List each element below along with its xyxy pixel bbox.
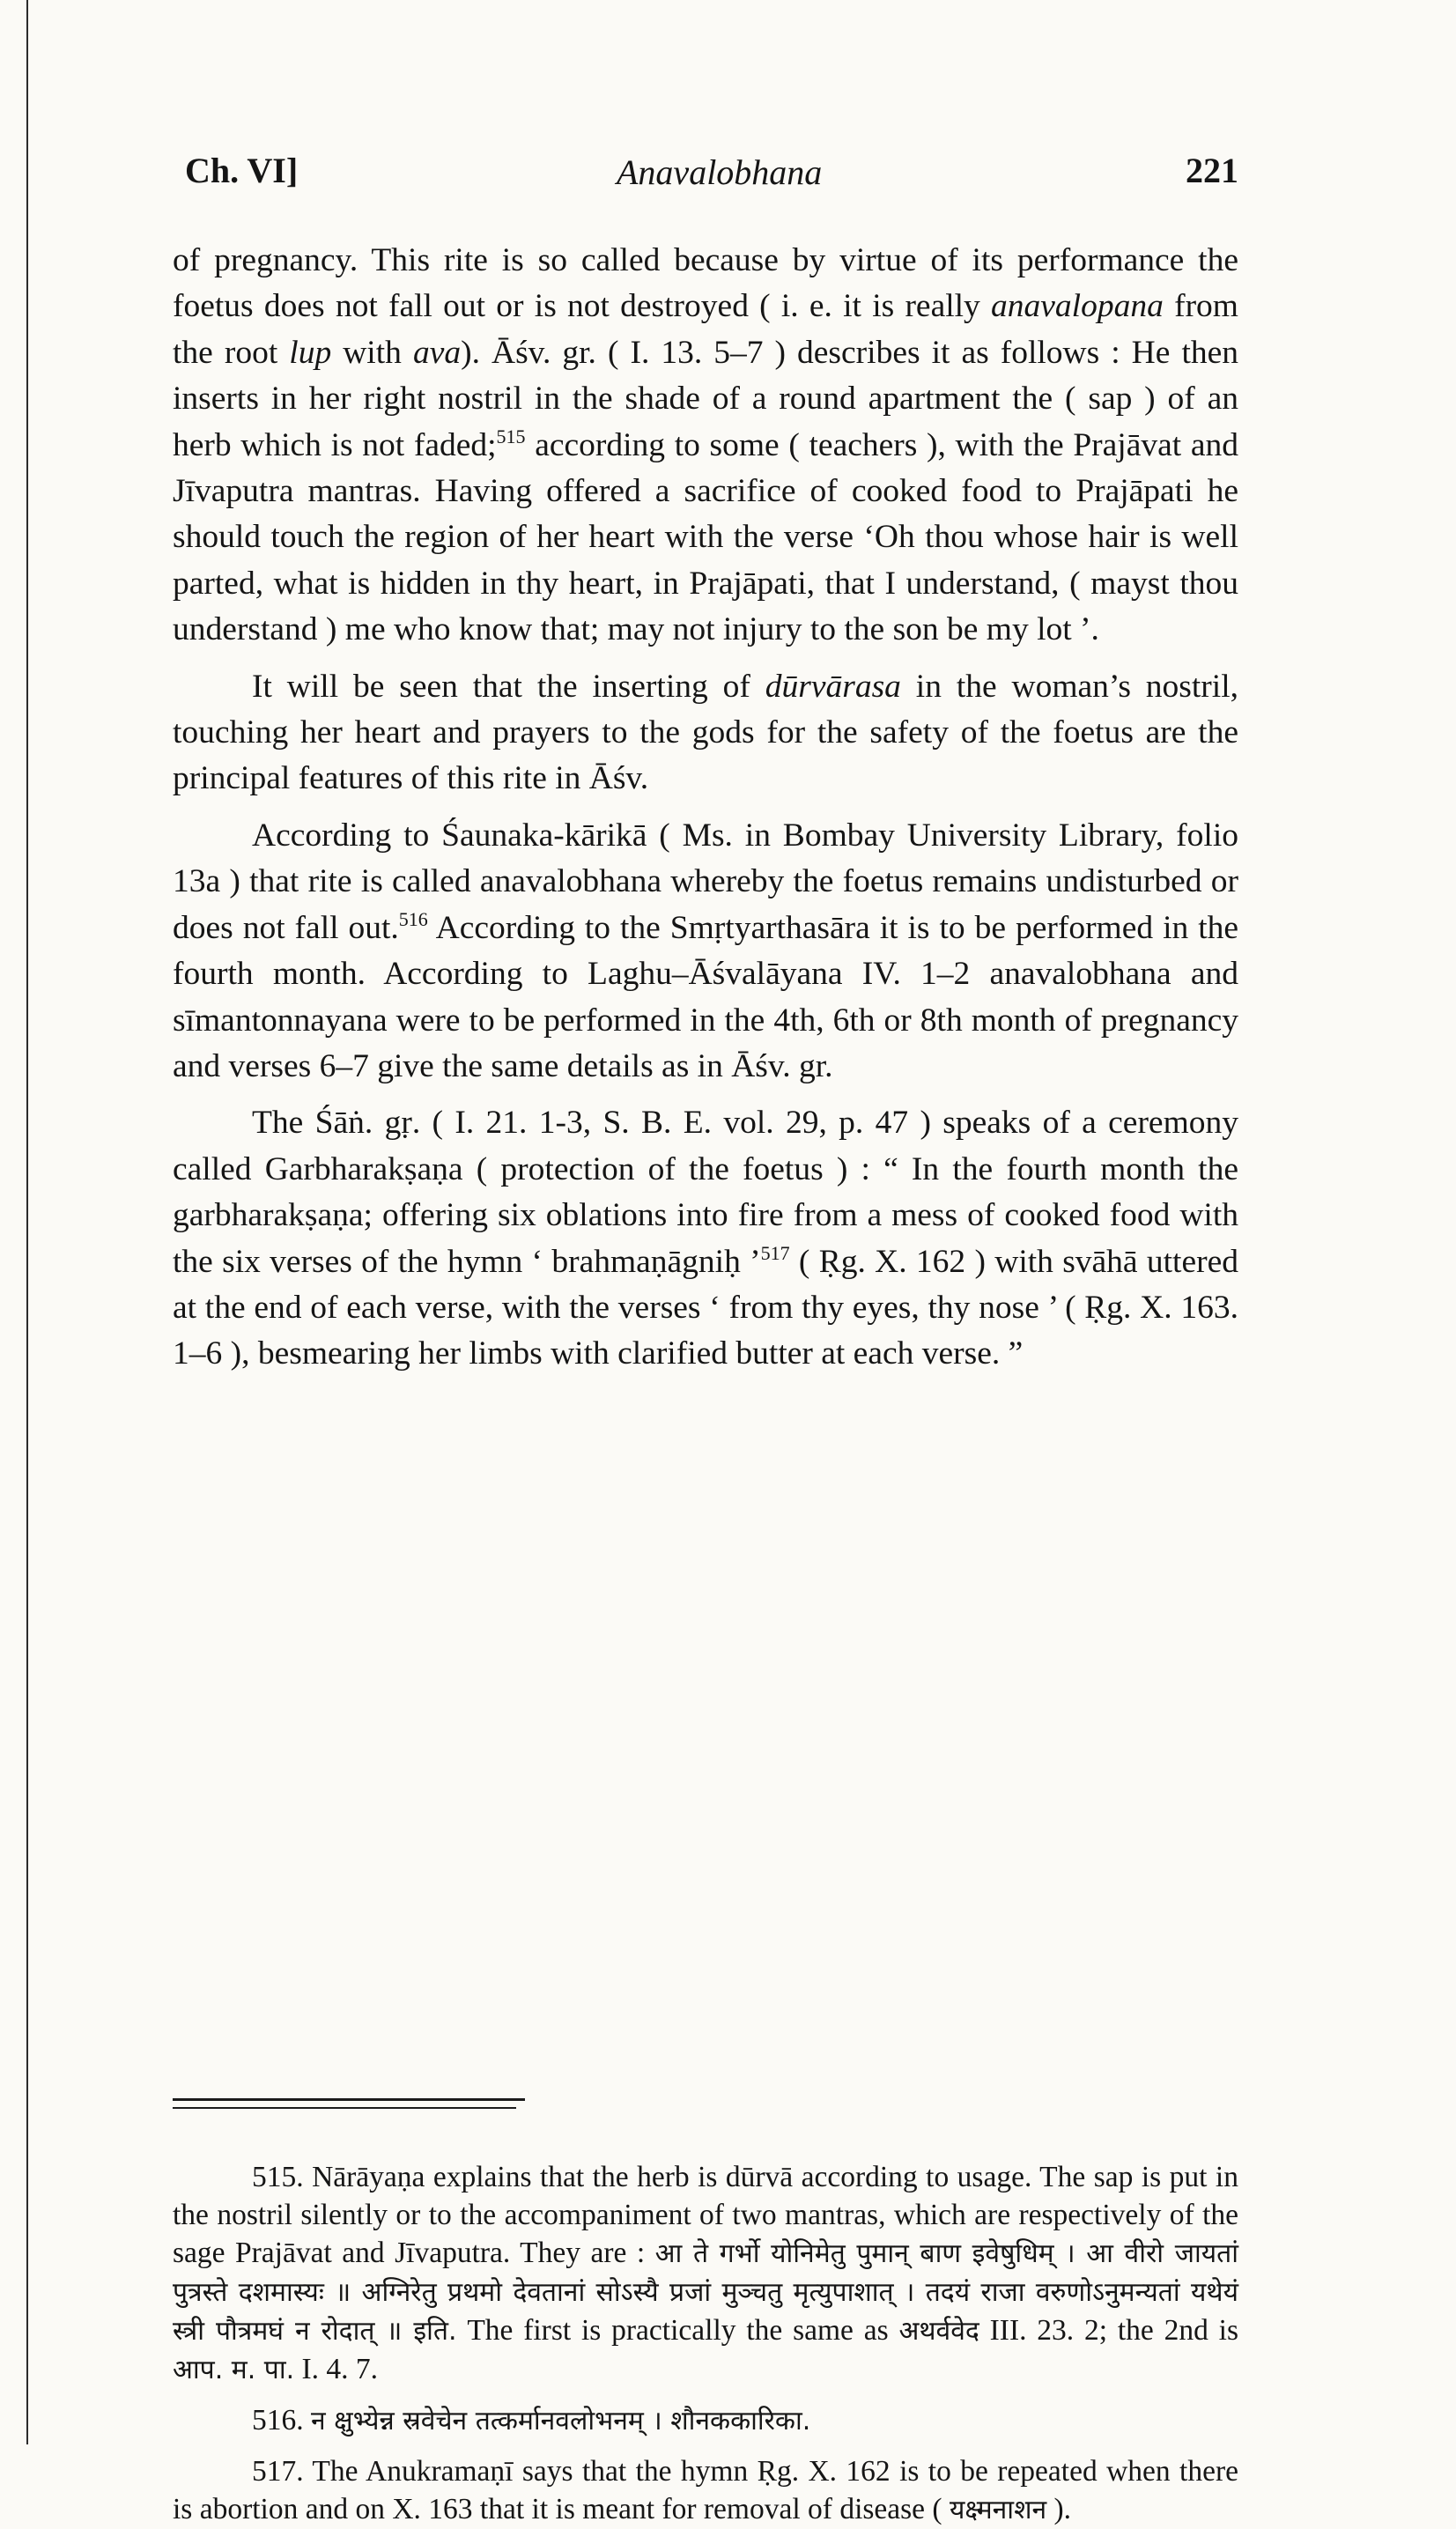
text-run: ). Āśv. gr. ( I. 13. 5–7 ) describes it as follows : He then inserts in her right nostril in the shade of a round apartment the ( sap ) of an herb which is not faded; <box>173 334 1239 463</box>
text-run: from the root <box>173 288 1238 371</box>
sanskrit-yaksmanasana: यक्ष्मनाशन <box>949 2495 1047 2525</box>
text-run: according to some ( teachers ), with the Prajāvat and Jīvaputra mantras. Having offered a sacrifice of cooked food to Prajāpati he should touch the region of her heart with the verse ‘Oh thou whose hair is well parted, what is hidden in thy heart, in Prajāpati, that I understand, ( mayst thou understand ) me who know that; may not injury to the son be my lot ’. <box>173 426 1238 648</box>
paragraph-4 <box>173 1100 1238 1377</box>
running-header <box>185 150 1277 203</box>
sanskrit-mantras: आ ते गर्भो योनिमेतु पुमान् बाण इवेषुधिम् । आ वीरो जायतां पुत्रस्ते दशमास्यः ॥ अग्निरेतु प्रथमो देवतानां सोऽस्यै प्रजां मुञ्चतु मृत्युपाशात् । तदयं राजा वरुणोऽनुमन्यतां यथेयं स्त्री पौत्रमघं न रोदात् ॥ इति. <box>173 2238 1238 2347</box>
footnote-517 <box>173 2452 1238 2529</box>
text-run: The Śāṅ. gṛ. ( I. 21. 1-3, S. B. E. vol. 29, p. 47 ) speaks of a ceremony called Garbharakṣaṇa ( protection of the foetus ) : “ In the fourth month the garbharakṣaṇa; offering six oblations into fire from a mess of cooked food with the six verses of the hymn ‘ brahmaṇāgniḥ ’ <box>173 1105 1238 1280</box>
footnote-516 <box>173 2401 1238 2440</box>
text-run: ( Ṛg. X. 162 ) with svāhā uttered at the end of each verse, with the verses ‘ from thy eyes, thy nose ’ ( Ṛg. X. 163. 1–6 ), besmearing her limbs with clarified butter at each verse. ” <box>173 1243 1238 1372</box>
footnote-separator <box>173 2098 525 2101</box>
text-run: According to Śaunaka-kārikā ( Ms. in Bombay University Library, folio 13a ) that rite is called anavalobhana whereby the foetus remains undisturbed or does not fall out. <box>173 817 1238 946</box>
sanskrit-quote: न क्षुभ्येन्न स्रवेचेन तत्कर्मानवलोभनम् । शौनककारिका. <box>311 2406 811 2437</box>
text-run: It will be seen that the inserting of <box>252 668 765 705</box>
term-ava: ava <box>412 334 462 371</box>
footnotes <box>173 2158 1238 2529</box>
term-lup: lup <box>289 334 332 371</box>
text-run: III. 23. 2; the 2nd is <box>979 2314 1238 2347</box>
text-run: 515. Nārāyaṇa explains that the herb is dūrvā according to usage. The sap is put in the nostril silently or to the accompaniment of two mantras, which are respectively of the sage Prajāvat and Jīvaputra. They are : <box>173 2161 1238 2269</box>
text-run: of pregnancy. This rite is so called because by virtue of its performance the foetus does not fall out or is not destroyed ( i. e. it is really <box>173 242 1238 325</box>
text-run: in the woman’s nostril, touching her heart and prayers to the gods for the safety of the foetus are the principal features of this rite in Āśv. <box>173 668 1238 797</box>
text-run: According to the Smṛtyarthasāra it is to be performed in the fourth month. According to Laghu–Āśvalāyana IV. 1–2 anavalobhana and sīmantonnayana were to be performed in the 4th, 6th or 8th month of pregnancy and verses 6–7 give the same details as in Āśv. gr. <box>173 909 1239 1084</box>
footnote-ref-517: 517 <box>760 1241 790 1264</box>
main-text <box>173 238 1238 1378</box>
text-run: 517. The Anukramaṇī says that the hymn Ṛg. X. 162 is to be repeated when there is abortion and on X. 163 that it is meant for removal of disease ( <box>173 2455 1238 2525</box>
text-run: ). <box>1046 2493 1072 2525</box>
text-run: 516. <box>252 2404 311 2437</box>
text-run: The first is practically the same as <box>456 2314 899 2347</box>
footnote-ref-515: 515 <box>496 425 526 447</box>
footnote-separator-second <box>173 2107 516 2109</box>
page-number: 221 <box>1186 151 1238 190</box>
footnote-515 <box>173 2158 1238 2389</box>
term-durvarasa: dūrvārasa <box>765 668 901 705</box>
paragraph-1 <box>173 238 1238 654</box>
paragraph-2 <box>173 664 1238 802</box>
sanskrit-ap-ma-pa: आप. म. पा. <box>173 2355 295 2385</box>
running-title: Anavalobhana <box>617 152 823 192</box>
sanskrit-atharvaveda: अथर्ववेद <box>898 2316 979 2347</box>
text-run: I. 4. 7. <box>294 2353 379 2385</box>
chapter-label: Ch. VI] <box>185 151 299 190</box>
term-anavalopana: anavalopana <box>991 288 1164 325</box>
paragraph-3 <box>173 813 1238 1090</box>
text-run: with <box>331 334 413 371</box>
footnote-ref-516: 516 <box>398 907 428 930</box>
page-edge-line <box>26 0 28 2444</box>
